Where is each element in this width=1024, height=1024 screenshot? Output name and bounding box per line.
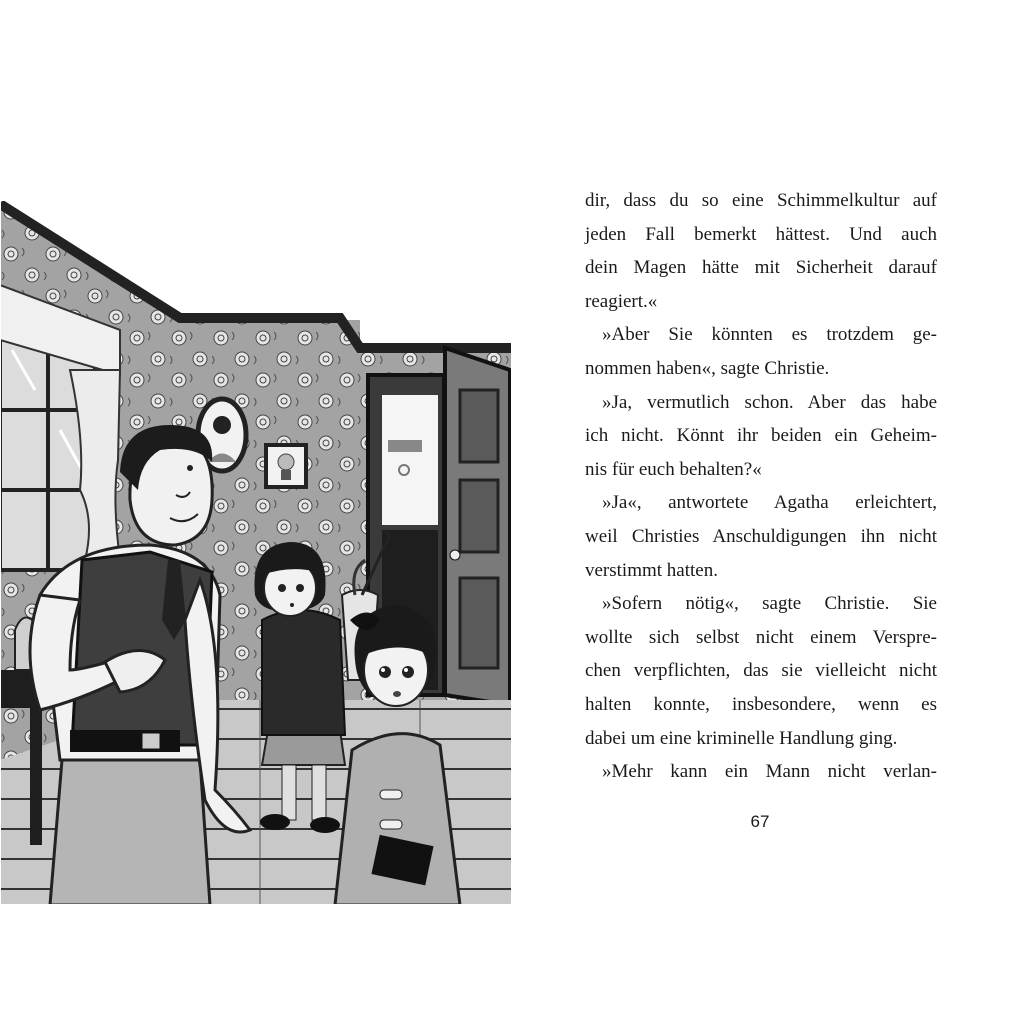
open-door (445, 348, 510, 705)
text-line-13: »Sofern nötig«, sagte Christie. Sie (602, 593, 937, 615)
text-line-11: weil Christies Anschuldigungen ihn nicht (585, 525, 937, 547)
framed-picture (266, 445, 306, 487)
text-line-3: dein Magen hätte mit Sicherheit darauf (585, 257, 937, 279)
text-line-12: verstimmt hatten. (585, 559, 718, 581)
text-line-14: wollte sich selbst nicht einem Verspre- (585, 626, 937, 648)
text-line-15: chen verpflichten, das sie vielleicht nicht (585, 660, 937, 682)
text-line-16: halten konnte, insbesondere, wenn es (585, 693, 937, 715)
text-line-5: »Aber Sie könnten es trotzdem ge- (602, 324, 937, 346)
book-text (585, 184, 937, 789)
text-line-1: dir, dass du so eine Schimmelkultur auf (585, 190, 937, 211)
book-illustration (0, 200, 512, 905)
text-line-9: nis für euch behalten?« (585, 458, 762, 480)
text-line-4: reagiert.« (585, 290, 658, 312)
text-line-8: ich nicht. Könnt ihr beiden ein Geheim- (585, 425, 937, 447)
text-line-17: dabei um eine kriminelle Handlung ging. (585, 727, 898, 749)
text-line-7: »Ja, vermutlich schon. Aber das habe (602, 391, 937, 413)
page-number: 67 (750, 812, 770, 831)
text-line-10: »Ja«, antwortete Agatha erleichtert, (602, 492, 937, 514)
text-line-6: nommen haben«, sagte Christie. (585, 357, 830, 379)
text-line-2: jeden Fall bemerkt hättest. Und auch (585, 223, 937, 245)
text-line-18: »Mehr kann ein Mann nicht verlan- (602, 761, 937, 783)
